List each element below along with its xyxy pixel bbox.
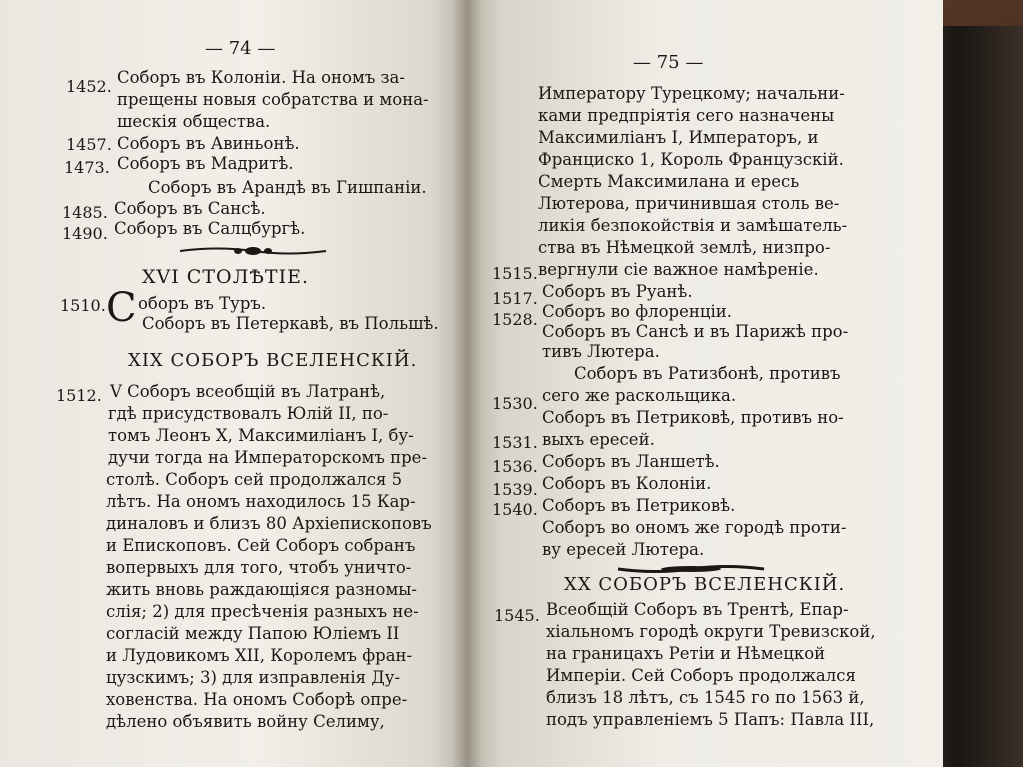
year-1512: 1512. [56, 386, 102, 405]
year-1510: 1510. [60, 296, 106, 315]
text-line: Соборъ во флоренціи. [542, 302, 732, 321]
text-line: тивъ Лютера. [542, 342, 660, 361]
year-1515: 1515. [492, 264, 538, 283]
text-line: Соборъ въ Колоніи. [542, 474, 712, 493]
text-line: согласій между Папою Юліемъ II [106, 624, 400, 643]
text-line: гдѣ присудствовалъ Юлій II, по- [108, 404, 389, 423]
year-1473: 1473. [64, 158, 110, 177]
page-number-left: — 74 — [205, 38, 276, 59]
text-line: ликія безпокойствія и замѣшатель- [538, 216, 848, 235]
text-line: и Епископовъ. Сей Соборъ собранъ [106, 536, 416, 555]
text-line: Соборъ въ Мадритѣ. [117, 154, 294, 173]
year-1517: 1517. [492, 289, 538, 308]
text-line: Соборъ въ Арандѣ въ Гишпаніи. [148, 178, 427, 197]
book-spine-shadow [452, 0, 482, 767]
page-number-right: — 75 — [633, 52, 704, 73]
text-line: Соборъ въ Авиньонѣ. [117, 134, 300, 153]
text-line: вопервыхъ для того, чтобъ уничто- [106, 558, 412, 577]
text-line: слія; 2) для пресѣченія разныхъ не- [106, 602, 419, 621]
book-cover-edge [930, 26, 1023, 767]
drop-cap: С [106, 285, 137, 331]
text-line: оборъ въ Туръ. [138, 294, 267, 313]
ornament-divider [178, 244, 328, 258]
text-line: Смерть Максимилана и ересь [538, 172, 800, 191]
text-line: подъ управленіемъ 5 Папъ: Павла III, [546, 710, 875, 729]
text-line: близъ 18 лѣтъ, съ 1545 го по 1563 й, [546, 688, 865, 707]
text-line: и Лудовикомъ XII, Королемъ фран- [106, 646, 413, 665]
year-1545: 1545. [494, 606, 540, 625]
text-line: на границахъ Ретіи и Нѣмецкой [546, 644, 826, 663]
century-heading: XVI СТОЛѢТІЕ. [142, 266, 309, 288]
text-line: Соборъ въ Сансѣ и въ Парижѣ про- [542, 322, 849, 341]
year-1530: 1530. [492, 394, 538, 413]
text-line: Соборъ въ Петриковѣ. [542, 496, 736, 515]
text-line: Соборъ въ Сансѣ. [114, 199, 266, 218]
text-line: ву ересей Лютера. [542, 540, 705, 559]
text-line: Всеобщій Соборъ въ Трентѣ, Епар- [546, 600, 849, 619]
year-1536: 1536. [492, 457, 538, 476]
text-line: столѣ. Соборъ сей продолжался 5 [106, 470, 403, 489]
text-line: шескія общества. [117, 112, 271, 131]
council-heading-xx: XX СОБОРЪ ВСЕЛЕНСКІЙ. [564, 574, 846, 595]
text-line: дучи тогда на Императорскомъ пре- [108, 448, 428, 467]
text-line: диналовъ и близъ 80 Архіепископовъ [106, 514, 432, 533]
text-line: ками предпріятія сего назначены [538, 106, 835, 125]
year-1457: 1457. [66, 135, 112, 154]
text-line: Соборъ въ Петеркавѣ, въ Польшѣ. [142, 314, 439, 333]
text-line: Соборъ во ономъ же городѣ проти- [542, 518, 847, 537]
year-1531: 1531. [492, 433, 538, 452]
year-1539: 1539. [492, 480, 538, 499]
text-line: Соборъ въ Салцбургѣ. [114, 219, 306, 238]
text-line: Соборъ въ Ланшетѣ. [542, 452, 720, 471]
year-1528: 1528. [492, 310, 538, 329]
text-line: жить вновь раждающіяся разномы- [106, 580, 418, 599]
text-line: прещены новыя собратства и мона- [117, 90, 429, 109]
text-line: Соборъ въ Петриковѣ, противъ но- [542, 408, 844, 427]
text-line: Соборъ въ Руанѣ. [542, 282, 693, 301]
text-line: сего же раскольщика. [542, 386, 737, 405]
text-line: Максимиліанъ I, Императоръ, и [538, 128, 819, 147]
text-line: Императору Турецкому; начальни- [538, 84, 845, 103]
council-heading-xix: XIX СОБОРЪ ВСЕЛЕНСКІЙ. [128, 350, 418, 371]
year-1490: 1490. [62, 224, 108, 243]
text-line: Лютерова, причинившая столь ве- [538, 194, 840, 213]
text-line: томъ Леонъ X, Максимиліанъ I, бу- [108, 426, 414, 445]
year-1540: 1540. [492, 500, 538, 519]
right-page [468, 0, 943, 767]
text-line: Франциско 1, Король Французскій. [538, 150, 844, 169]
text-line: Имперіи. Сей Соборъ продолжался [546, 666, 856, 685]
text-line: ховенства. На ономъ Соборѣ опре- [106, 690, 408, 709]
text-line: дѣлено объявить войну Селиму, [106, 712, 385, 731]
text-line: лѣтъ. На ономъ находилось 15 Кар- [106, 492, 416, 511]
text-line: ства въ Нѣмецкой землѣ, низпро- [538, 238, 831, 257]
text-line: Соборъ въ Ратизбонѣ, противъ [574, 364, 841, 383]
year-1452: 1452. [66, 77, 112, 96]
text-line: цузскимъ; 3) для изправленія Ду- [106, 668, 401, 687]
text-line: хіальномъ городѣ округи Тревизской, [546, 622, 876, 641]
text-line: вергнули сіе важное намѣреніе. [538, 260, 819, 279]
text-line: V Соборъ всеобщій въ Латранѣ, [110, 382, 386, 401]
text-line: выхъ ересей. [542, 430, 655, 449]
left-page [0, 0, 468, 767]
year-1485: 1485. [62, 203, 108, 222]
text-line: Соборъ въ Колоніи. На ономъ за- [117, 68, 405, 87]
